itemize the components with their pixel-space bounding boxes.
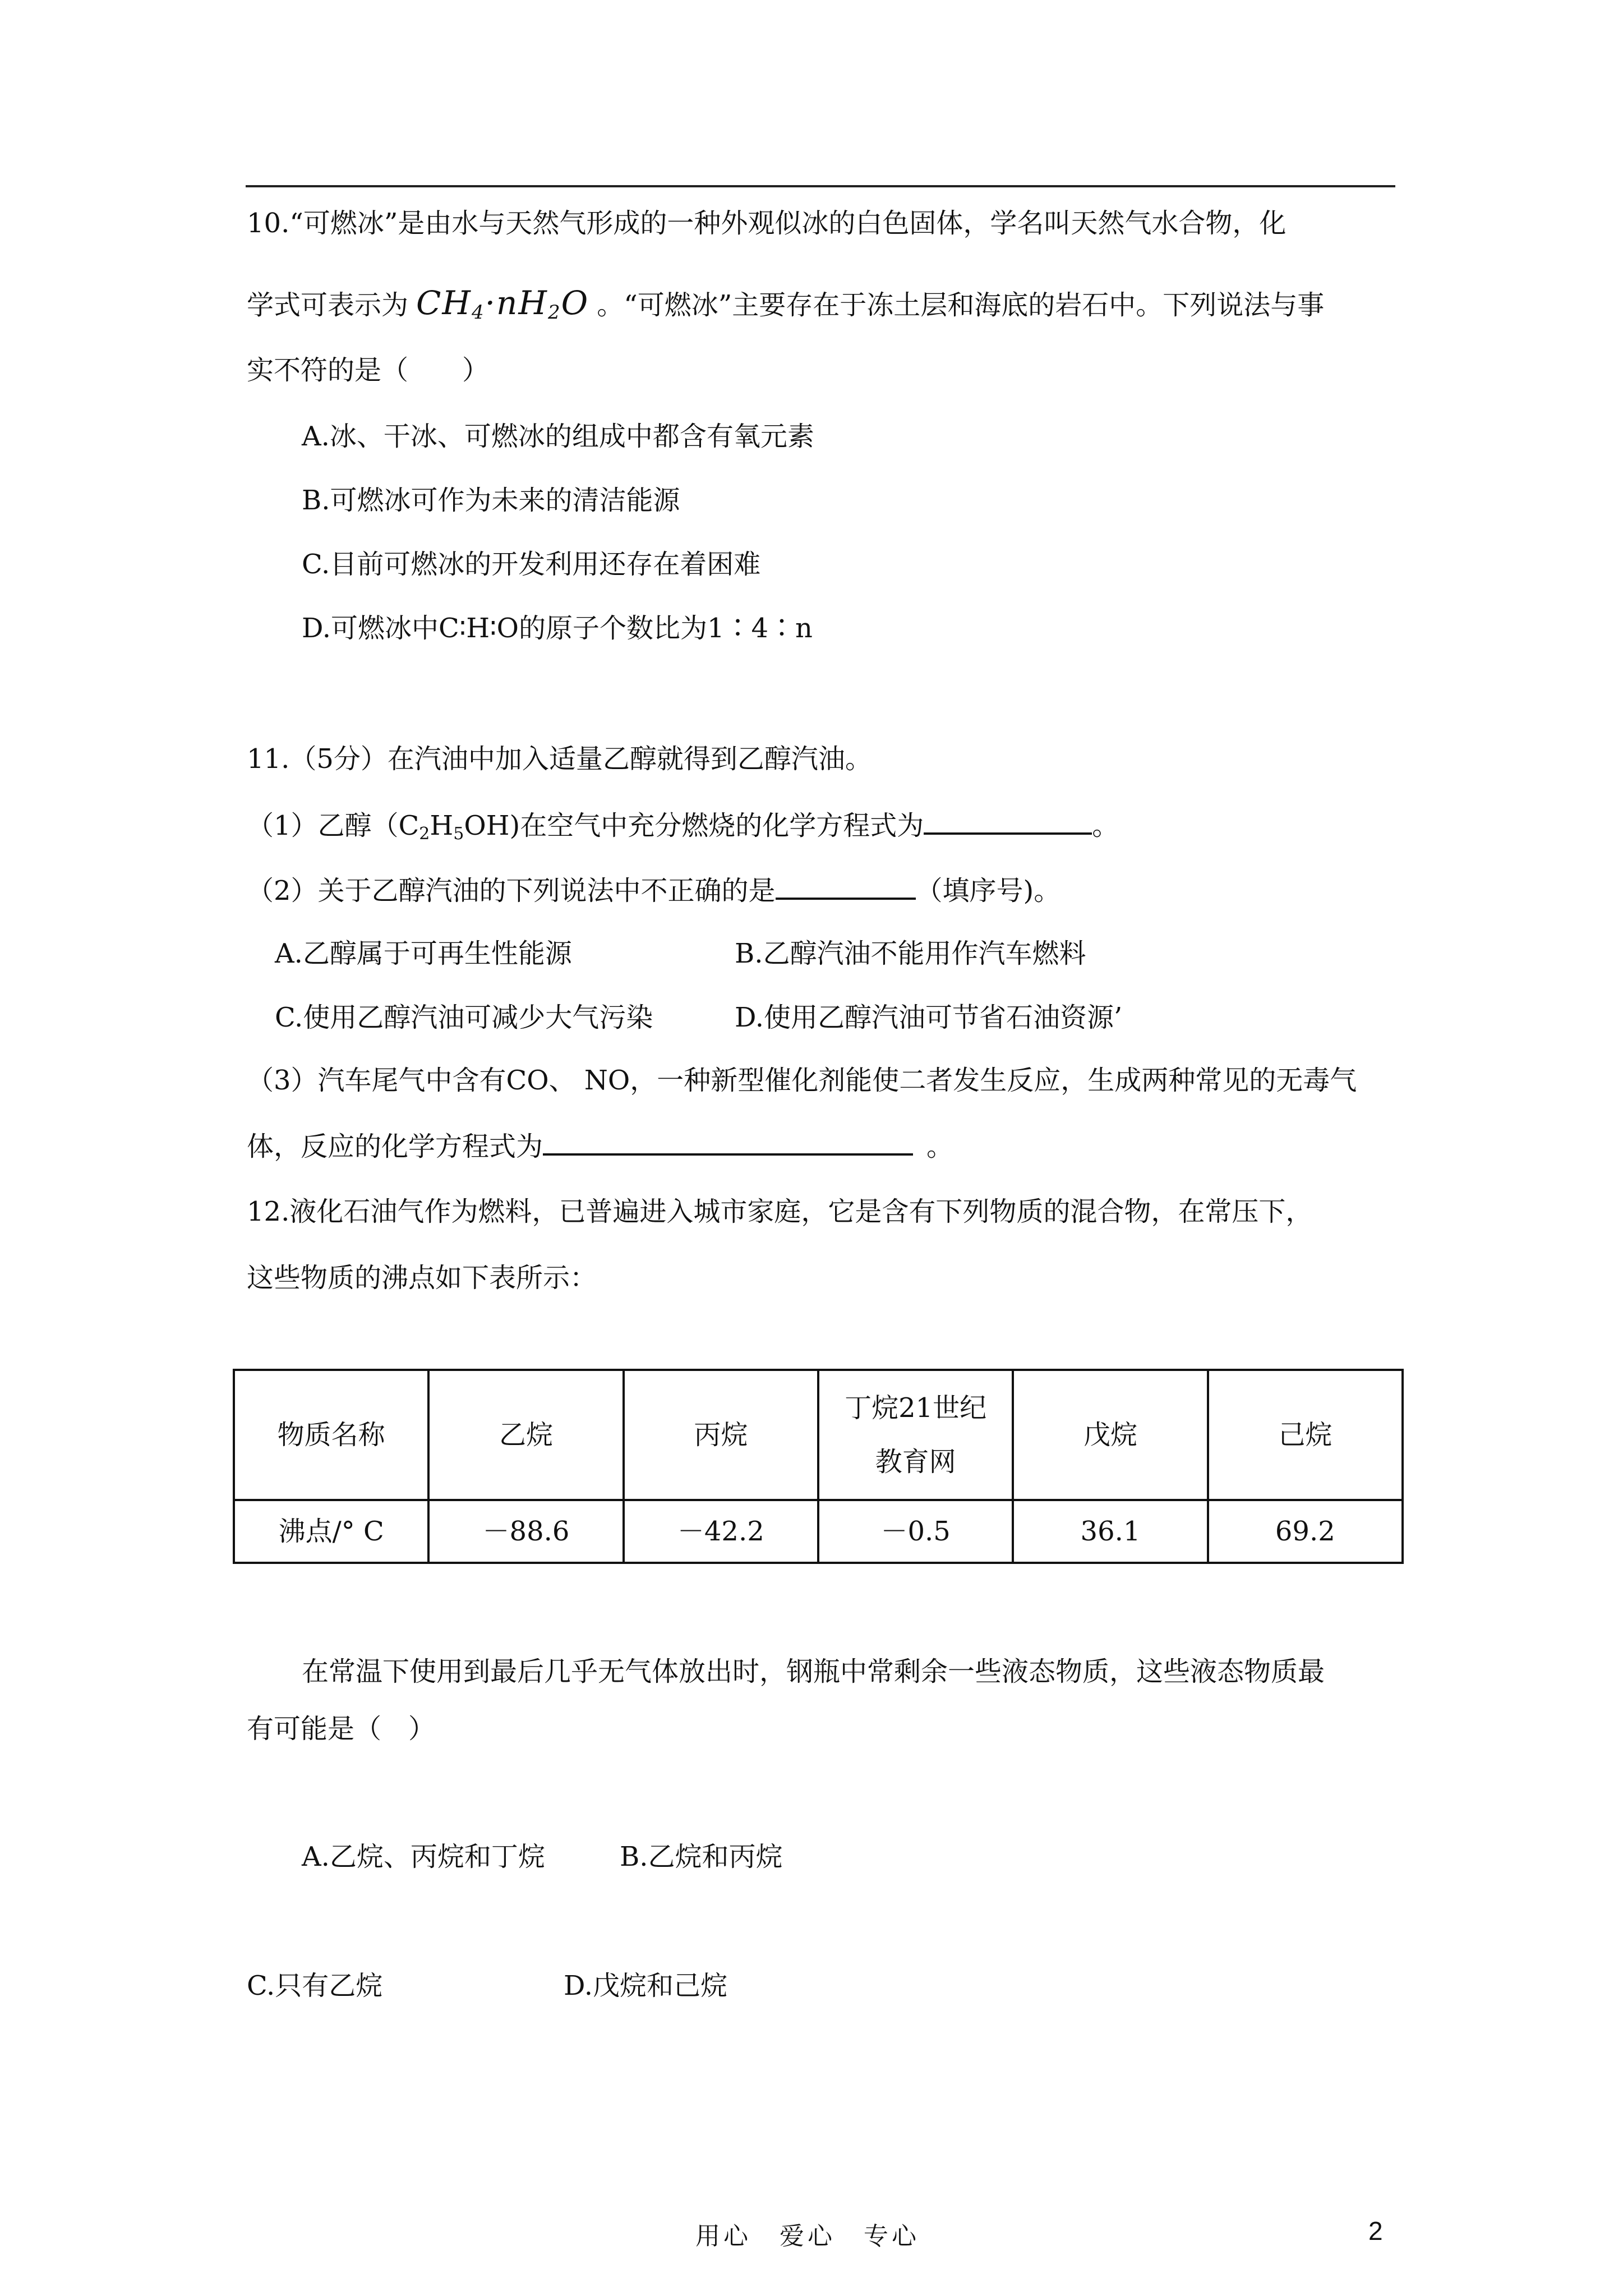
q12-line2: 这些物质的沸点如下表所示： (247, 1262, 597, 1294)
formula-nh: ·nH (485, 284, 548, 322)
q12-option-c: C.只有乙烷 (247, 1970, 383, 2001)
q11-option-c: C.使用乙醇汽油可减少大气污染 (275, 1002, 653, 1033)
q10-line2-post: 。“可燃冰”主要存在于冻土层和海底的岩石中。下列说法与事 (597, 289, 1325, 321)
q10-formula (416, 284, 589, 324)
q11-part2-pre: （2）关于乙醇汽油的下列说法中不正确的是 (247, 875, 776, 907)
q10-option-b: B.可燃冰可作为未来的清洁能源 (302, 485, 680, 516)
page-number: 2 (1368, 2216, 1383, 2246)
header-rule (246, 185, 1395, 187)
q11-option-a: A.乙醇属于可再生性能源 (275, 938, 572, 969)
q11-part2 (247, 873, 1061, 908)
q11-part3-line2 (247, 1129, 953, 1163)
q12-after-line1: 在常温下使用到最后几乎无气体放出时，钢瓶中常剩余一些液态物质，这些液态物质最 (302, 1656, 1325, 1687)
sub-5: 5 (453, 824, 464, 844)
butane-label: 丁烷21世纪教育网 (845, 1392, 987, 1478)
table-cell-bp-ethane: －88.6 (428, 1500, 623, 1563)
q11-option-d: D.使用乙醇汽油可节省石油资源’ (735, 1002, 1123, 1033)
formula-ch: CH (416, 284, 472, 322)
table-cell-bp-propane: －42.2 (624, 1500, 818, 1563)
table-cell-bp-pentane: 36.1 (1013, 1500, 1207, 1563)
q11-part3-end: 。 (926, 1131, 954, 1162)
table-cell-hexane: 己烷 (1208, 1370, 1403, 1500)
answer-blank-2[interactable] (776, 873, 916, 900)
table-cell-ethane: 乙烷 (428, 1370, 623, 1500)
q10-line1: 10.“可燃冰”是由水与天然气形成的一种外观似冰的白色固体，学名叫天然气水合物，化 (247, 208, 1287, 239)
formula-o: O (561, 284, 589, 322)
table-cell-header: 物质名称 (234, 1370, 428, 1500)
q11-part2-post: （填序号)。 (915, 875, 1061, 907)
table-values-row (234, 1500, 1403, 1563)
table-header-row (234, 1370, 1403, 1500)
q10-line3: 实不符的是（ ） (247, 355, 490, 386)
table-cell-propane: 丙烷 (624, 1370, 818, 1500)
q12-line1: 12.液化石油气作为燃料，已普遍进入城市家庭，它是含有下列物质的混合物，在常压下， (247, 1196, 1313, 1227)
table-cell-bp-label: 沸点/° C (234, 1500, 428, 1563)
q11-stem: 11.（5分）在汽油中加入适量乙醇就得到乙醇汽油。 (247, 743, 872, 775)
q11-option-b: B.乙醇汽油不能用作汽车燃料 (735, 938, 1086, 969)
q11-part3-pre: 体，反应的化学方程式为 (247, 1131, 543, 1162)
formula-sub-2: 2 (548, 301, 561, 324)
q12-option-b: B.乙烷和丙烷 (620, 1841, 783, 1872)
q11-part1-post: OH)在空气中充分燃烧的化学方程式为 (464, 810, 924, 841)
q10-option-c: C.目前可燃冰的开发利用还存在着困难 (302, 549, 761, 580)
table-cell-bp-butane: －0.5 (818, 1500, 1013, 1563)
formula-sub-4: 4 (471, 301, 485, 324)
answer-blank-3[interactable] (543, 1129, 913, 1156)
q11-part1-h: H (430, 810, 454, 841)
table-cell-pentane: 戊烷 (1013, 1370, 1207, 1500)
q10-line2-pre: 学式可表示为 (247, 289, 409, 321)
answer-blank-1[interactable] (924, 808, 1092, 835)
table-cell-bp-hexane: 69.2 (1208, 1500, 1403, 1563)
boiling-point-table (233, 1369, 1404, 1564)
q12-after-line2: 有可能是（ ） (247, 1713, 436, 1745)
q11-part3-line1: （3）汽车尾气中含有CO、 NO，一种新型催化剂能使二者发生反应，生成两种常见的无毒气 (247, 1065, 1357, 1096)
q10-line2 (247, 286, 1324, 322)
q11-part1 (247, 808, 1119, 843)
q10-option-a: A.冰、干冰、可燃冰的组成中都含有氧元素 (302, 421, 814, 452)
q12-option-a: A.乙烷、丙烷和丁烷 (302, 1841, 545, 1872)
q10-option-d: D.可燃冰中C∶H∶O的原子个数比为1∶4∶n (302, 613, 813, 644)
footer-motto: 用心 爱心 专心 (695, 2222, 920, 2251)
q11-part1-end: 。 (1092, 810, 1119, 841)
q12-option-d: D.戊烷和己烷 (564, 1970, 728, 2001)
q11-part1-pre: （1）乙醇（C (247, 810, 419, 841)
sub-2: 2 (419, 824, 430, 844)
table-cell-butane (818, 1370, 1013, 1500)
